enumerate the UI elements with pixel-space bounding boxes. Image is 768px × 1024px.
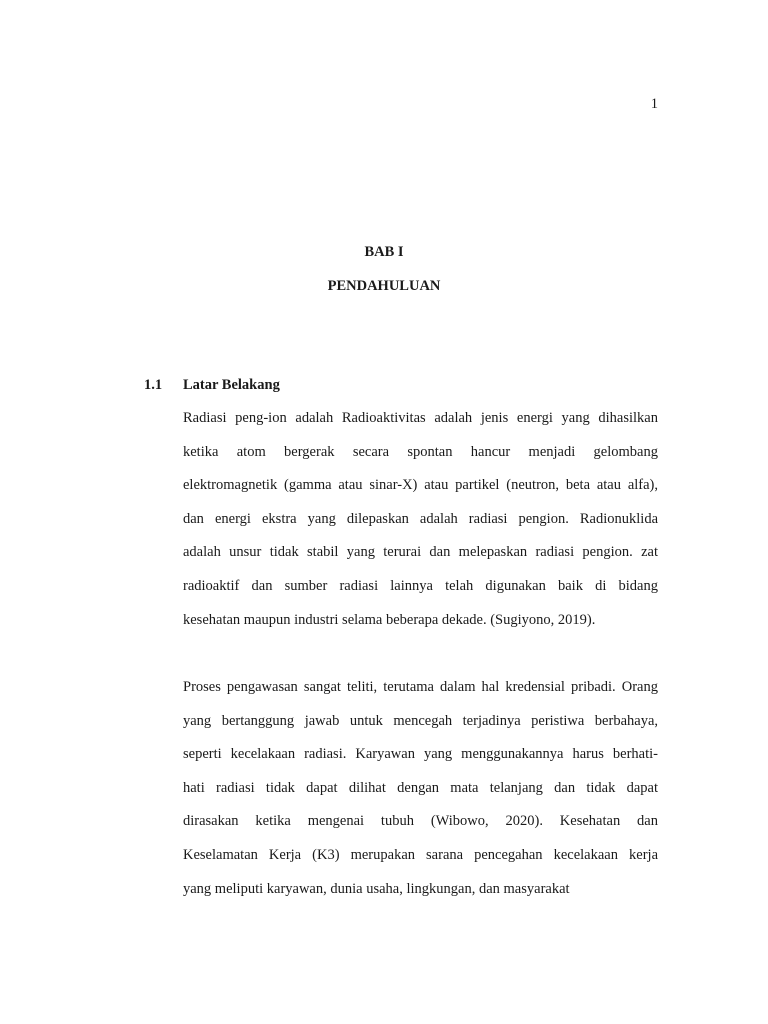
text-line: radioaktif dan sumber radiasi lainnya telah digunakan baik di bidang bbox=[183, 577, 658, 594]
text-line: Keselamatan Kerja (K3) merupakan sarana pencegahan kecelakaan kerja bbox=[183, 846, 658, 863]
text-line: Radiasi peng-ion adalah Radioaktivitas adalah jenis energi yang dihasilkan bbox=[183, 410, 658, 426]
section-title: Latar Belakang bbox=[183, 377, 280, 393]
text-line: adalah unsur tidak stabil yang terurai dan melepaskan radiasi pengion. zat bbox=[183, 544, 658, 561]
text-line: seperti kecelakaan radiasi. Karyawan yang menggunakannya harus berhati- bbox=[183, 746, 658, 763]
text-line: dan energi ekstra yang dilepaskan adalah radiasi pengion. Radionuklida bbox=[183, 510, 658, 527]
text-line: kesehatan maupun industri selama beberapa dekade. (Sugiyono, 2019). bbox=[183, 611, 596, 628]
text-line: dirasakan ketika mengenai tubuh (Wibowo, 2020). Kesehatan dan bbox=[183, 813, 658, 830]
paragraph-1 bbox=[183, 402, 658, 637]
text-line: yang bertanggung jawab untuk mencegah terjadinya peristiwa berbahaya, bbox=[183, 712, 658, 729]
text-line: ketika atom bergerak secara spontan hancur menjadi gelombang bbox=[183, 443, 658, 460]
chapter-label: BAB I bbox=[364, 244, 404, 260]
text-line: elektromagnetik (gamma atau sinar-X) atau partikel (neutron, beta atau alfa), bbox=[183, 477, 658, 494]
text-line: hati radiasi tidak dapat dilihat dengan mata telanjang dan tidak dapat bbox=[183, 779, 658, 796]
chapter-title: PENDAHULUAN bbox=[327, 278, 441, 294]
section-heading bbox=[144, 377, 664, 394]
section-number: 1.1 bbox=[144, 377, 163, 393]
page-number: 1 bbox=[650, 96, 658, 112]
text-line: Proses pengawasan sangat teliti, terutama dalam hal kredensial pribadi. Orang bbox=[183, 679, 658, 695]
paragraph-2 bbox=[183, 671, 658, 906]
text-line: yang meliputi karyawan, dunia usaha, lingkungan, dan masyarakat bbox=[183, 880, 570, 897]
